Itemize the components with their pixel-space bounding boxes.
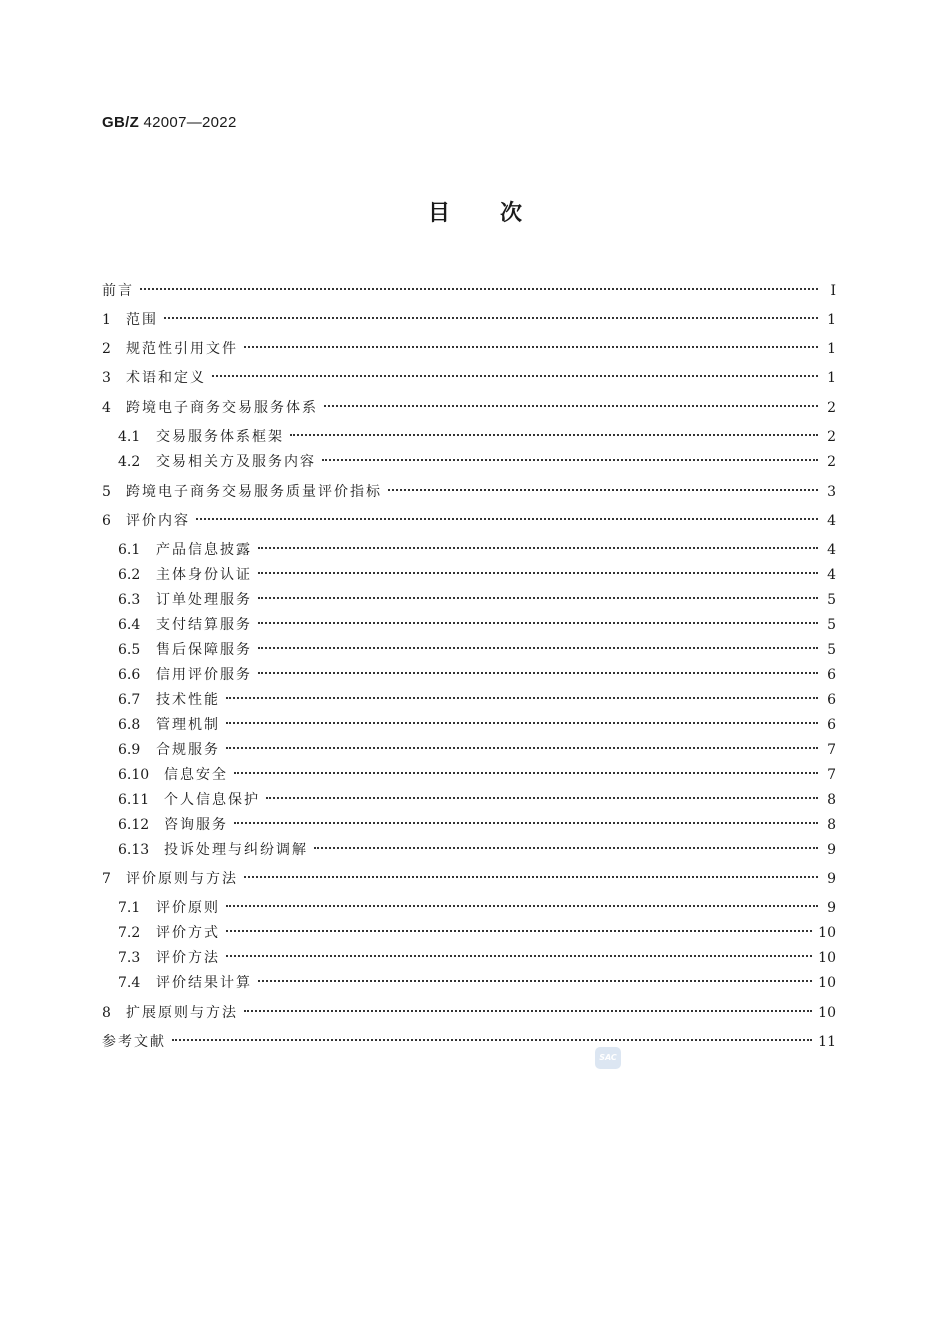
toc-leader bbox=[140, 275, 818, 295]
toc-entry-foreword[interactable] bbox=[102, 275, 836, 299]
standard-code-number: 42007—2022 bbox=[143, 114, 237, 131]
toc-number: 6 bbox=[102, 513, 111, 529]
toc-number: 7.3 bbox=[118, 950, 141, 966]
toc-leader bbox=[314, 834, 818, 854]
toc-page: 11 bbox=[818, 1034, 836, 1050]
toc-page: 1 bbox=[827, 341, 836, 357]
toc-label: 个人信息保护 bbox=[164, 792, 260, 808]
toc-number: 6.1 bbox=[118, 542, 141, 558]
toc-entry-7-4[interactable] bbox=[118, 967, 836, 991]
toc-page: 8 bbox=[827, 792, 836, 808]
toc-entry-references[interactable] bbox=[102, 1026, 836, 1050]
toc-number: 3 bbox=[102, 370, 111, 386]
toc-leader bbox=[388, 476, 818, 496]
toc-page: 7 bbox=[827, 742, 836, 758]
toc-entry-6-11[interactable] bbox=[118, 784, 836, 808]
toc-page: 5 bbox=[827, 642, 836, 658]
toc-page: 2 bbox=[827, 429, 836, 445]
toc-leader bbox=[324, 392, 818, 412]
page-title-part1: 目 bbox=[428, 201, 453, 226]
toc-page: 5 bbox=[827, 592, 836, 608]
toc-label: 评价方法 bbox=[156, 950, 220, 966]
toc-number: 8 bbox=[102, 1005, 111, 1021]
toc-label: 交易相关方及服务内容 bbox=[156, 454, 316, 470]
standard-code bbox=[102, 114, 237, 131]
toc-page: 2 bbox=[827, 454, 836, 470]
toc-number: 4 bbox=[102, 400, 111, 416]
toc-label: 评价原则与方法 bbox=[126, 871, 238, 887]
toc-leader bbox=[234, 759, 818, 779]
toc-label: 主体身份认证 bbox=[156, 567, 252, 583]
toc-label: 订单处理服务 bbox=[156, 592, 252, 608]
toc-label: 评价方式 bbox=[156, 925, 220, 941]
toc-page: 6 bbox=[827, 692, 836, 708]
toc-number: 7 bbox=[102, 871, 111, 887]
toc-page: 2 bbox=[827, 400, 836, 416]
toc-leader bbox=[290, 421, 818, 441]
toc-entry-6-3[interactable] bbox=[118, 584, 836, 608]
toc-leader bbox=[258, 534, 818, 554]
toc-number: 7.2 bbox=[118, 925, 141, 941]
toc-label: 跨境电子商务交易服务质量评价指标 bbox=[126, 484, 382, 500]
toc-number: 4.2 bbox=[118, 454, 141, 470]
toc-number: 6.8 bbox=[118, 717, 141, 733]
toc-entry-6-4[interactable] bbox=[118, 609, 836, 633]
toc-label: 规范性引用文件 bbox=[126, 341, 238, 357]
toc-page: 5 bbox=[827, 617, 836, 633]
toc-number: 7.1 bbox=[118, 900, 141, 916]
toc-page: 4 bbox=[827, 567, 836, 583]
toc-label: 前言 bbox=[102, 283, 134, 299]
toc-label: 合规服务 bbox=[156, 742, 220, 758]
toc-entry-6-9[interactable] bbox=[118, 734, 836, 758]
toc-label: 咨询服务 bbox=[164, 817, 228, 833]
toc-entry-6-7[interactable] bbox=[118, 684, 836, 708]
toc-page: 9 bbox=[827, 871, 836, 887]
toc-entry-6-1[interactable] bbox=[118, 534, 836, 558]
toc-page: 4 bbox=[827, 513, 836, 529]
toc-leader bbox=[226, 709, 818, 729]
toc-leader bbox=[234, 809, 818, 829]
toc-entry-2[interactable] bbox=[102, 333, 836, 357]
toc-leader bbox=[258, 634, 818, 654]
toc-number: 6.4 bbox=[118, 617, 141, 633]
toc-label: 评价结果计算 bbox=[156, 975, 252, 991]
toc-leader bbox=[226, 734, 818, 754]
toc-page: 10 bbox=[818, 925, 836, 941]
toc-number: 6.7 bbox=[118, 692, 141, 708]
toc-label: 投诉处理与纠纷调解 bbox=[164, 842, 308, 858]
toc-label: 售后保障服务 bbox=[156, 642, 252, 658]
toc-entry-4-1[interactable] bbox=[118, 421, 836, 445]
toc-label: 评价内容 bbox=[126, 513, 190, 529]
toc-label: 评价原则 bbox=[156, 900, 220, 916]
toc-number: 4.1 bbox=[118, 429, 141, 445]
toc-entry-4[interactable] bbox=[102, 392, 836, 416]
toc-leader bbox=[258, 967, 812, 987]
toc-label: 信用评价服务 bbox=[156, 667, 252, 683]
toc-number: 6.5 bbox=[118, 642, 141, 658]
toc-page: 3 bbox=[827, 484, 836, 500]
toc-label: 范围 bbox=[126, 312, 158, 328]
sac-watermark-icon: SAC bbox=[595, 1047, 621, 1069]
toc-label: 技术性能 bbox=[156, 692, 220, 708]
toc-page: 9 bbox=[827, 900, 836, 916]
toc-label: 管理机制 bbox=[156, 717, 220, 733]
toc-page: 8 bbox=[827, 817, 836, 833]
toc-page: 1 bbox=[827, 312, 836, 328]
toc-entry-3[interactable] bbox=[102, 362, 836, 386]
toc-leader bbox=[266, 784, 818, 804]
toc-entry-7-1[interactable] bbox=[118, 892, 836, 916]
toc-page: 7 bbox=[827, 767, 836, 783]
toc-label: 信息安全 bbox=[164, 767, 228, 783]
toc-entry-6-2[interactable] bbox=[118, 559, 836, 583]
toc-entry-5[interactable] bbox=[102, 476, 836, 500]
toc-leader bbox=[258, 559, 818, 579]
toc-label: 跨境电子商务交易服务体系 bbox=[126, 400, 318, 416]
toc-page: 4 bbox=[827, 542, 836, 558]
toc-leader bbox=[322, 446, 818, 466]
toc-leader bbox=[258, 609, 818, 629]
toc-page: 6 bbox=[827, 717, 836, 733]
toc-leader bbox=[258, 659, 818, 679]
toc-number: 6.12 bbox=[118, 817, 150, 833]
toc-label: 参考文献 bbox=[102, 1034, 166, 1050]
toc-entry-6-5[interactable] bbox=[118, 634, 836, 658]
toc-leader bbox=[226, 684, 818, 704]
toc-entry-6-10[interactable] bbox=[118, 759, 836, 783]
toc-leader bbox=[258, 584, 818, 604]
toc-leader bbox=[212, 362, 818, 382]
toc-number: 2 bbox=[102, 341, 111, 357]
toc-page: I bbox=[830, 283, 836, 299]
toc-entry-6-8[interactable] bbox=[118, 709, 836, 733]
toc-number: 7.4 bbox=[118, 975, 141, 991]
toc-leader bbox=[226, 917, 812, 937]
toc-number: 5 bbox=[102, 484, 111, 500]
toc-label: 支付结算服务 bbox=[156, 617, 252, 633]
toc-leader bbox=[244, 863, 818, 883]
toc-leader bbox=[196, 505, 818, 525]
toc-leader bbox=[226, 942, 812, 962]
toc-leader bbox=[226, 892, 818, 912]
page-title-part2: 次 bbox=[500, 201, 525, 226]
toc-number: 6.9 bbox=[118, 742, 141, 758]
toc-page: 1 bbox=[827, 370, 836, 386]
toc-leader bbox=[172, 1026, 812, 1046]
toc-label: 扩展原则与方法 bbox=[126, 1005, 238, 1021]
toc-number: 6.3 bbox=[118, 592, 141, 608]
toc-page: 6 bbox=[827, 667, 836, 683]
toc-entry-8[interactable] bbox=[102, 997, 836, 1021]
toc-entry-6-6[interactable] bbox=[118, 659, 836, 683]
toc-number: 6.11 bbox=[118, 792, 150, 808]
toc-page: 9 bbox=[827, 842, 836, 858]
toc-page: 10 bbox=[818, 975, 836, 991]
toc-entry-1[interactable] bbox=[102, 304, 836, 328]
toc-number: 6.2 bbox=[118, 567, 141, 583]
toc-number: 1 bbox=[102, 312, 111, 328]
toc-label: 术语和定义 bbox=[126, 370, 206, 386]
toc-page: 10 bbox=[818, 1005, 836, 1021]
toc-entry-4-2[interactable] bbox=[118, 446, 836, 470]
toc-label: 交易服务体系框架 bbox=[156, 429, 284, 445]
toc-page: 10 bbox=[818, 950, 836, 966]
toc-leader bbox=[164, 304, 818, 324]
toc-entry-7[interactable] bbox=[102, 863, 836, 887]
toc-number: 6.10 bbox=[118, 767, 150, 783]
toc-entry-7-2[interactable] bbox=[118, 917, 836, 941]
toc-number: 6.6 bbox=[118, 667, 141, 683]
page-title bbox=[0, 196, 950, 227]
toc-label: 产品信息披露 bbox=[156, 542, 252, 558]
toc-entry-6[interactable] bbox=[102, 505, 836, 529]
toc-entry-6-12[interactable] bbox=[118, 809, 836, 833]
toc-leader bbox=[244, 333, 818, 353]
standard-code-prefix: GB/Z bbox=[102, 114, 140, 131]
toc-leader bbox=[244, 997, 812, 1017]
toc-entry-6-13[interactable] bbox=[118, 834, 836, 858]
toc-entry-7-3[interactable] bbox=[118, 942, 836, 966]
toc-number: 6.13 bbox=[118, 842, 150, 858]
